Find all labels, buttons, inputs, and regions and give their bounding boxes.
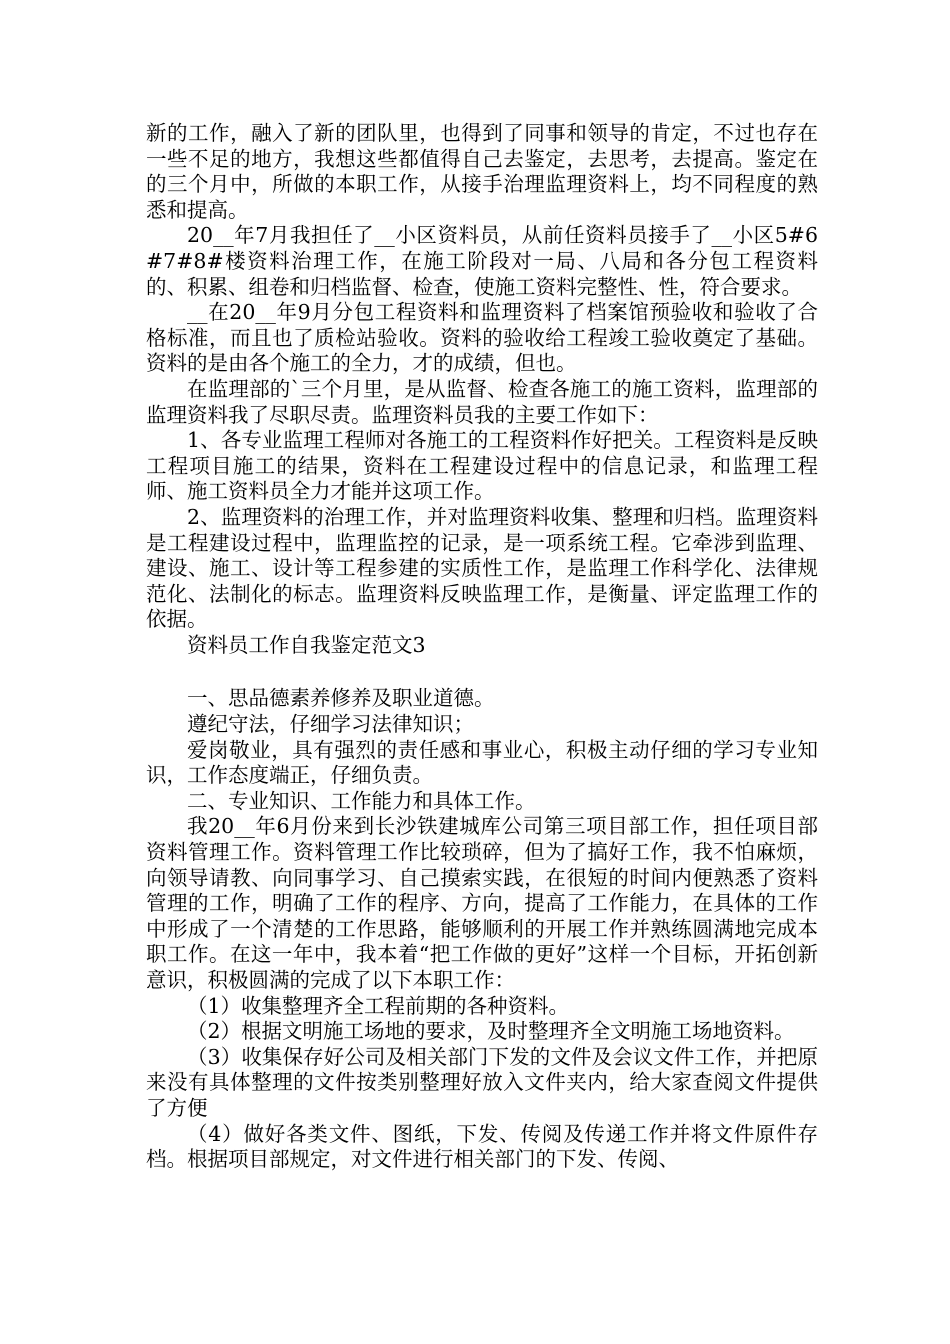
list-item: （4）做好各类文件、图纸，下发、传阅及传递工作并将文件原件存档。根据项目部规定，对文件进行相关部门的下发、传阅、 [146,1121,818,1172]
paragraph: 2、监理资料的治理工作，并对监理资料收集、整理和归档。监理资料是工程建设过程中，监理监控的记录，是一项系统工程。它牵涉到监理、建设、施工、设计等工程参建的实质性工作，是监理工作科学化、法律规范化、法制化的标志。监理资料反映监理工作，是衡量、评定监理工作的依据。 [146,504,818,632]
list-item: （3）收集保存好公司及相关部门下发的文件及会议文件工作，并把原来没有具体整理的文件按类别整理好放入文件夹内，给大家查阅文件提供了方便 [146,1044,818,1120]
list-item: （1）收集整理齐全工程前期的各种资料。 [187,993,570,1018]
paragraph: 遵纪守法，仔细学习法律知识； [187,712,474,737]
paragraph: 我20__年6月份来到长沙铁建城库公司第三项目部工作，担任项目部资料管理工作。资料管理工作比较琐碎，但为了搞好工作，我不怕麻烦，向领导请教、向同事学习、自己摸索实践，在很短的时间内便熟悉了资料管理的工作，明确了工作的程序、方向，提高了工作能力，在具体的工作中形成了一个清楚的工作思路，能够顺利的开展工作并熟练圆满地完成本职工作。在这一年中，我本着“把工作做的更好”这样一个目标，开拓创新意识，积极圆满的完成了以下本职工作： [146,814,818,992]
blank-line [146,658,818,686]
paragraph: 二、专业知识、工作能力和具体工作。 [187,788,536,813]
list-item: （2）根据文明施工场地的要求，及时整理齐全文明施工场地资料。 [187,1019,795,1044]
paragraph: 一、思品德素养修养及职业道德。 [187,686,495,711]
section-second [146,686,818,1172]
paragraph: 1、各专业监理工程师对各施工的工程资料作好把关。工程资料是反映工程项目施工的结果，资料在工程建设过程中的信息记录，和监理工程师、施工资料员全力才能并这项工作。 [146,428,818,504]
paragraph: 新的工作，融入了新的团队里，也得到了同事和领导的肯定，不过也存在一些不足的地方，我想这些都值得自己去鉴定，去思考，去提高。鉴定在的三个月中，所做的本职工作，从接手治理监理资料上，均不同程度的熟悉和提高。 [146,121,818,222]
paragraph: __在20__年9月分包工程资料和监理资料了档案馆预验收和验收了合格标准，而且也了质检站验收。资料的验收给工程竣工验收奠定了基础。资料的是由各个施工的全力，才的成绩，但也。 [146,300,818,376]
section-heading: 资料员工作自我鉴定范文3 [187,632,426,657]
section-first [146,121,818,658]
document-page [146,121,818,1173]
paragraph: 在监理部的`三个月里，是从监督、检查各施工的施工资料，监理部的监理资料我了尽职尽责。监理资料员我的主要工作如下： [146,376,818,427]
paragraph: 爱岗敬业，具有强烈的责任感和事业心，积极主动仔细的学习专业知识，工作态度端正，仔细负责。 [146,737,818,788]
paragraph: 20__年7月我担任了__小区资料员，从前任资料员接手了__小区5#6#7#8#楼资料治理工作，在施工阶段对一局、八局和各分包工程资料的、积累、组卷和归档监督、检查，使施工资料完整性、性，符合要求。 [146,223,818,299]
